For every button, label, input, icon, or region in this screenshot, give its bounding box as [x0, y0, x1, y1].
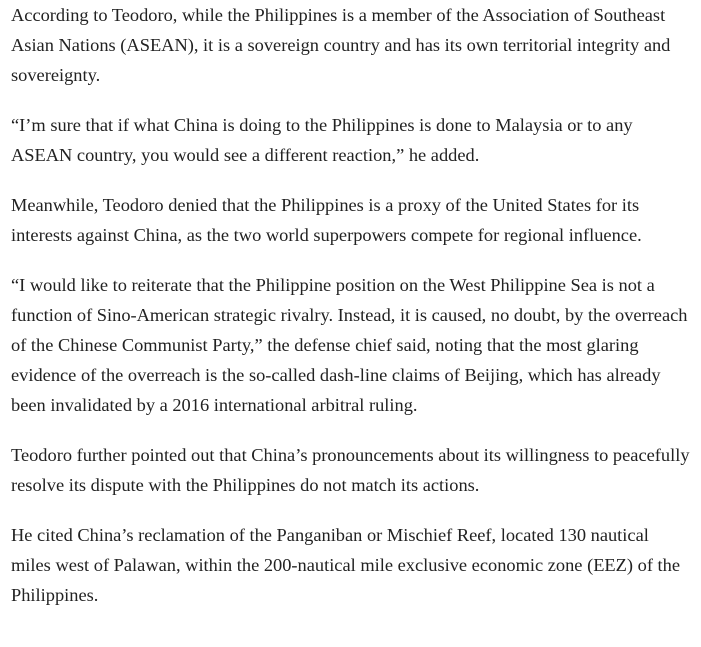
article-paragraph: Meanwhile, Teodoro denied that the Philippines is a proxy of the United States for its interests against China, as the two world superpowers compete for regional influence. [11, 195, 642, 245]
article-paragraph: “I’m sure that if what China is doing to the Philippines is done to Malaysia or to any ASEAN country, you would see a different reaction,” he added. [11, 115, 633, 165]
article-paragraph: “I would like to reiterate that the Philippine position on the West Philippine Sea is not a function of Sino-American strategic rivalry. Instead, it is caused, no doubt, by the overreach of the Chinese Communist Party,” the defense chief said, noting that the most glaring evidence of the overreach is the so-called dash-line claims of Beijing, which has already been invalidated by a 2016 international arbitral ruling. [11, 275, 688, 415]
article-paragraph: Teodoro further pointed out that China’s pronouncements about its willingness to peacefully resolve its dispute with the Philippines do not match its actions. [11, 445, 690, 495]
article-paragraph: According to Teodoro, while the Philippines is a member of the Association of Southeast Asian Nations (ASEAN), it is a sovereign country and has its own territorial integrity and sovereignty. [11, 5, 671, 85]
article-paragraph: He cited China’s reclamation of the Panganiban or Mischief Reef, located 130 nautical miles west of Palawan, within the 200-nautical mile exclusive economic zone (EEZ) of the Philippines. [11, 525, 681, 605]
